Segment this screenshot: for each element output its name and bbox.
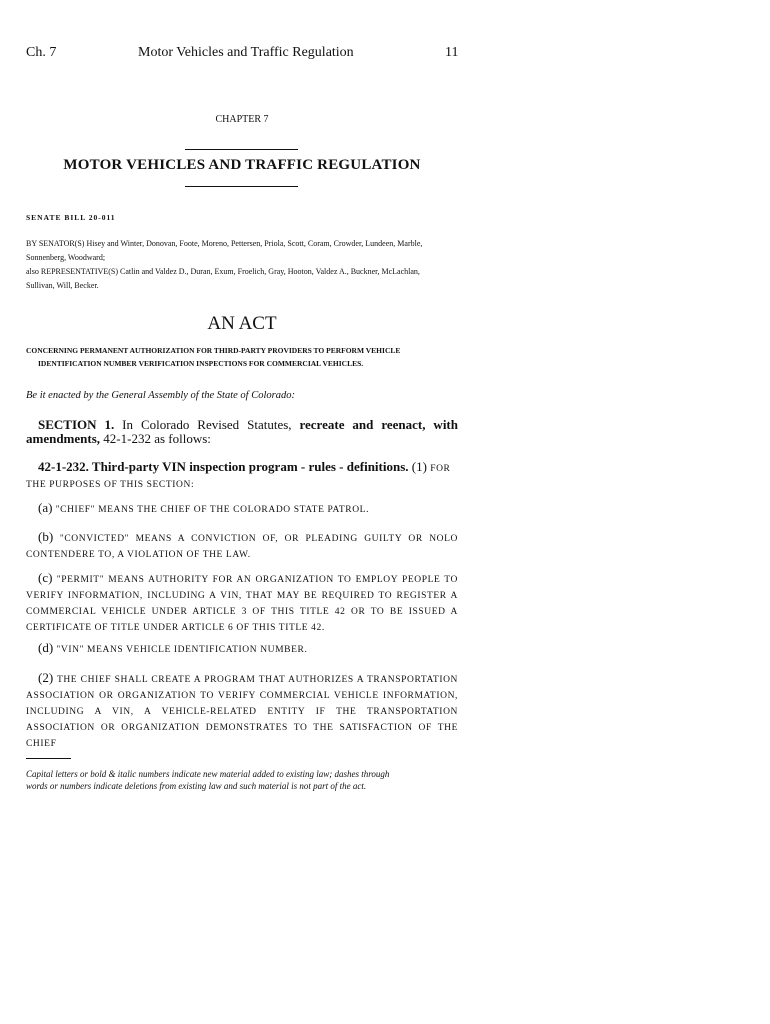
chapter-rule-top — [185, 149, 298, 150]
page-number: 11 — [445, 45, 459, 60]
enacting-clause: Be it enacted by the General Assembly of the State of Colorado: — [26, 390, 295, 401]
section-1-text: In Colorado Revised Statutes, — [122, 417, 292, 432]
sponsors-line: Sullivan, Will, Becker. — [26, 281, 99, 290]
footnote-rule — [26, 758, 71, 759]
statute-heading-para — [26, 460, 458, 492]
section-1-text-end: 42-1-232 as follows: — [103, 431, 211, 446]
sponsors-line: Sonnenberg, Woodward; — [26, 253, 106, 262]
section-1 — [26, 418, 458, 446]
definition-text: "VIN" MEANS VEHICLE IDENTIFICATION NUMBER. — [56, 645, 308, 655]
act-concerning — [26, 344, 466, 370]
subsection-2 — [26, 671, 458, 751]
definition-a — [26, 501, 458, 517]
footnote — [26, 768, 466, 792]
definition-label: (d) — [38, 640, 54, 655]
definition-label: (b) — [38, 529, 54, 544]
footnote-line: Capital letters or bold & italic numbers indicate new material added to existing law; dashes through — [26, 769, 390, 779]
chapter-label: CHAPTER 7 — [215, 114, 269, 125]
concerning-line: CONCERNING PERMANENT AUTHORIZATION FOR THIRD-PARTY PROVIDERS TO PERFORM VEHICLE — [26, 346, 401, 355]
chapter-rule-bottom — [185, 186, 298, 187]
definition-label: (a) — [38, 500, 53, 515]
definition-text: "PERMIT" MEANS AUTHORITY FOR AN ORGANIZATION TO EMPLOY PEOPLE TO VERIFY INFORMATION, INCLUDING A VIN, THAT MAY BE REQUIRED TO REGISTER A COMMERCIAL VEHICLE UNDER ARTICLE 3 OF THIS TITLE 42 OR TO BE ISSUED A CERTIFICATE OF TITLE UNDER ARTICLE 6 OF THIS TITLE 42. — [26, 575, 458, 633]
section-1-label: SECTION 1. — [38, 417, 115, 432]
footnote-line: words or numbers indicate deletions from existing law and such material is not part of the act. — [26, 781, 367, 791]
definition-b — [26, 530, 458, 562]
subsection-1-text: FOR THE PURPOSES OF THIS SECTION: — [26, 464, 451, 490]
section-1-bold: recreate and reenact, with amendments, — [26, 417, 458, 446]
sponsors-line: also REPRESENTATIVE(S) Catlin and Valdez D., Duran, Exum, Froelich, Gray, Hooton, Valdez A., Buckner, McLachlan, — [26, 267, 420, 276]
definition-d — [26, 641, 458, 657]
definition-text: "CONVICTED" MEANS A CONVICTION OF, OR PLEADING GUILTY OR NOLO CONTENDERE TO, A VIOLATION OF THE LAW. — [26, 534, 459, 560]
subsection-1-num: (1) — [411, 459, 427, 474]
sponsors-line: BY SENATOR(S) Hisey and Winter, Donovan, Foote, Moreno, Pettersen, Priola, Scott, Coram, Crowder, Lundeen, Marble, — [26, 239, 423, 248]
definition-text: "CHIEF" MEANS THE CHIEF OF THE COLORADO STATE PATROL. — [55, 505, 370, 515]
running-header-title: Motor Vehicles and Traffic Regulation — [138, 45, 354, 60]
bill-number: SENATE BILL 20-011 — [26, 213, 116, 222]
subsection-2-num: (2) — [38, 670, 54, 685]
statute-heading: 42-1-232. Third-party VIN inspection program - rules - definitions. — [38, 459, 409, 474]
definition-c — [26, 571, 458, 635]
subsection-2-text: THE CHIEF SHALL CREATE A PROGRAM THAT AUTHORIZES A TRANSPORTATION ASSOCIATION OR ORGANIZATION TO VERIFY COMMERCIAL VEHICLE INFORMATION, INCLUDING A VIN, A VEHICLE-RELATED ENTITY IF THE TRANSPORTATION ASSOCIATION OR ORGANIZATION DEMONSTRATES TO THE SATISFACTION OF THE CHIEF — [26, 675, 459, 749]
running-header-chapter: Ch. 7 — [26, 45, 57, 60]
act-heading: AN ACT — [207, 313, 277, 334]
definition-label: (c) — [38, 570, 53, 585]
bill-sponsors — [26, 237, 466, 293]
chapter-title: MOTOR VEHICLES AND TRAFFIC REGULATION — [63, 157, 421, 173]
concerning-line: IDENTIFICATION NUMBER VERIFICATION INSPECTIONS FOR COMMERCIAL VEHICLES. — [38, 359, 364, 368]
